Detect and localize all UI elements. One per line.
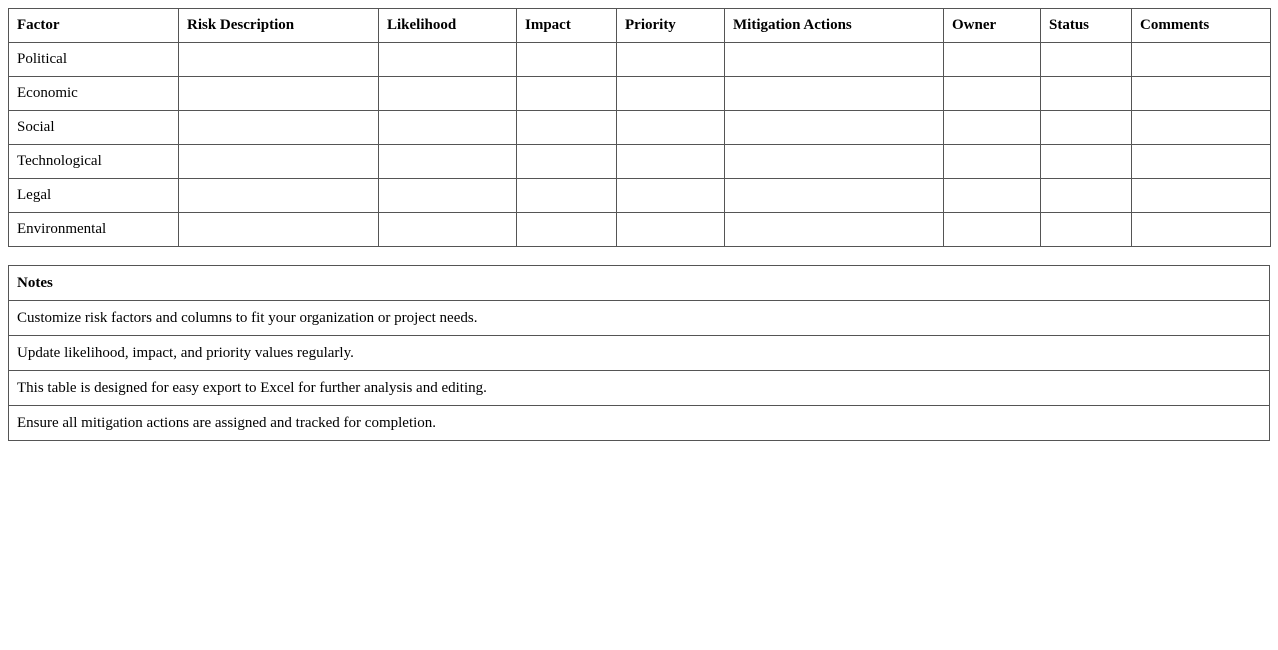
cell-likelihood[interactable] — [379, 111, 517, 145]
cell-mitigation-actions[interactable] — [725, 213, 944, 247]
table-row — [9, 77, 1271, 111]
notes-table — [8, 265, 1270, 441]
notes-header: Notes — [9, 266, 1270, 301]
column-header-owner: Owner — [944, 9, 1041, 43]
cell-owner[interactable] — [944, 77, 1041, 111]
cell-owner[interactable] — [944, 43, 1041, 77]
cell-mitigation-actions[interactable] — [725, 111, 944, 145]
cell-impact[interactable] — [517, 145, 617, 179]
cell-status[interactable] — [1041, 43, 1132, 77]
cell-impact[interactable] — [517, 43, 617, 77]
note-text: Ensure all mitigation actions are assigned and tracked for completion. — [9, 406, 1270, 441]
cell-factor: Legal — [9, 179, 179, 213]
cell-impact[interactable] — [517, 111, 617, 145]
column-header-comments: Comments — [1132, 9, 1271, 43]
cell-impact[interactable] — [517, 179, 617, 213]
cell-owner[interactable] — [944, 213, 1041, 247]
notes-row — [9, 371, 1270, 406]
column-header-impact: Impact — [517, 9, 617, 43]
notes-row — [9, 301, 1270, 336]
table-row — [9, 43, 1271, 77]
cell-mitigation-actions[interactable] — [725, 145, 944, 179]
cell-status[interactable] — [1041, 145, 1132, 179]
cell-comments[interactable] — [1132, 77, 1271, 111]
cell-likelihood[interactable] — [379, 213, 517, 247]
cell-owner[interactable] — [944, 145, 1041, 179]
notes-row — [9, 336, 1270, 371]
cell-risk-description[interactable] — [179, 145, 379, 179]
cell-risk-description[interactable] — [179, 213, 379, 247]
cell-likelihood[interactable] — [379, 77, 517, 111]
page-content — [8, 8, 1270, 441]
cell-priority[interactable] — [617, 111, 725, 145]
column-header-factor: Factor — [9, 9, 179, 43]
notes-table-body — [9, 301, 1270, 441]
cell-likelihood[interactable] — [379, 145, 517, 179]
column-header-status: Status — [1041, 9, 1132, 43]
cell-mitigation-actions[interactable] — [725, 179, 944, 213]
note-text: This table is designed for easy export to Excel for further analysis and editing. — [9, 371, 1270, 406]
table-row — [9, 111, 1271, 145]
table-row — [9, 179, 1271, 213]
cell-priority[interactable] — [617, 179, 725, 213]
cell-priority[interactable] — [617, 77, 725, 111]
note-text: Update likelihood, impact, and priority values regularly. — [9, 336, 1270, 371]
column-header-risk-description: Risk Description — [179, 9, 379, 43]
cell-factor: Technological — [9, 145, 179, 179]
column-header-priority: Priority — [617, 9, 725, 43]
table-row — [9, 145, 1271, 179]
cell-factor: Economic — [9, 77, 179, 111]
cell-status[interactable] — [1041, 77, 1132, 111]
cell-mitigation-actions[interactable] — [725, 77, 944, 111]
cell-risk-description[interactable] — [179, 111, 379, 145]
cell-risk-description[interactable] — [179, 43, 379, 77]
cell-factor: Social — [9, 111, 179, 145]
risk-table — [8, 8, 1271, 247]
cell-owner[interactable] — [944, 111, 1041, 145]
cell-comments[interactable] — [1132, 145, 1271, 179]
table-row — [9, 213, 1271, 247]
cell-comments[interactable] — [1132, 111, 1271, 145]
notes-row — [9, 406, 1270, 441]
notes-header-row — [9, 266, 1270, 301]
column-header-likelihood: Likelihood — [379, 9, 517, 43]
cell-status[interactable] — [1041, 111, 1132, 145]
risk-table-header-row — [9, 9, 1271, 43]
cell-priority[interactable] — [617, 145, 725, 179]
cell-likelihood[interactable] — [379, 43, 517, 77]
cell-comments[interactable] — [1132, 43, 1271, 77]
cell-comments[interactable] — [1132, 213, 1271, 247]
cell-risk-description[interactable] — [179, 179, 379, 213]
cell-factor: Political — [9, 43, 179, 77]
cell-priority[interactable] — [617, 43, 725, 77]
cell-owner[interactable] — [944, 179, 1041, 213]
cell-factor: Environmental — [9, 213, 179, 247]
cell-risk-description[interactable] — [179, 77, 379, 111]
cell-impact[interactable] — [517, 213, 617, 247]
cell-mitigation-actions[interactable] — [725, 43, 944, 77]
cell-status[interactable] — [1041, 213, 1132, 247]
cell-impact[interactable] — [517, 77, 617, 111]
column-header-mitigation-actions: Mitigation Actions — [725, 9, 944, 43]
cell-priority[interactable] — [617, 213, 725, 247]
cell-comments[interactable] — [1132, 179, 1271, 213]
cell-likelihood[interactable] — [379, 179, 517, 213]
risk-table-body — [9, 43, 1271, 247]
cell-status[interactable] — [1041, 179, 1132, 213]
note-text: Customize risk factors and columns to fit your organization or project needs. — [9, 301, 1270, 336]
